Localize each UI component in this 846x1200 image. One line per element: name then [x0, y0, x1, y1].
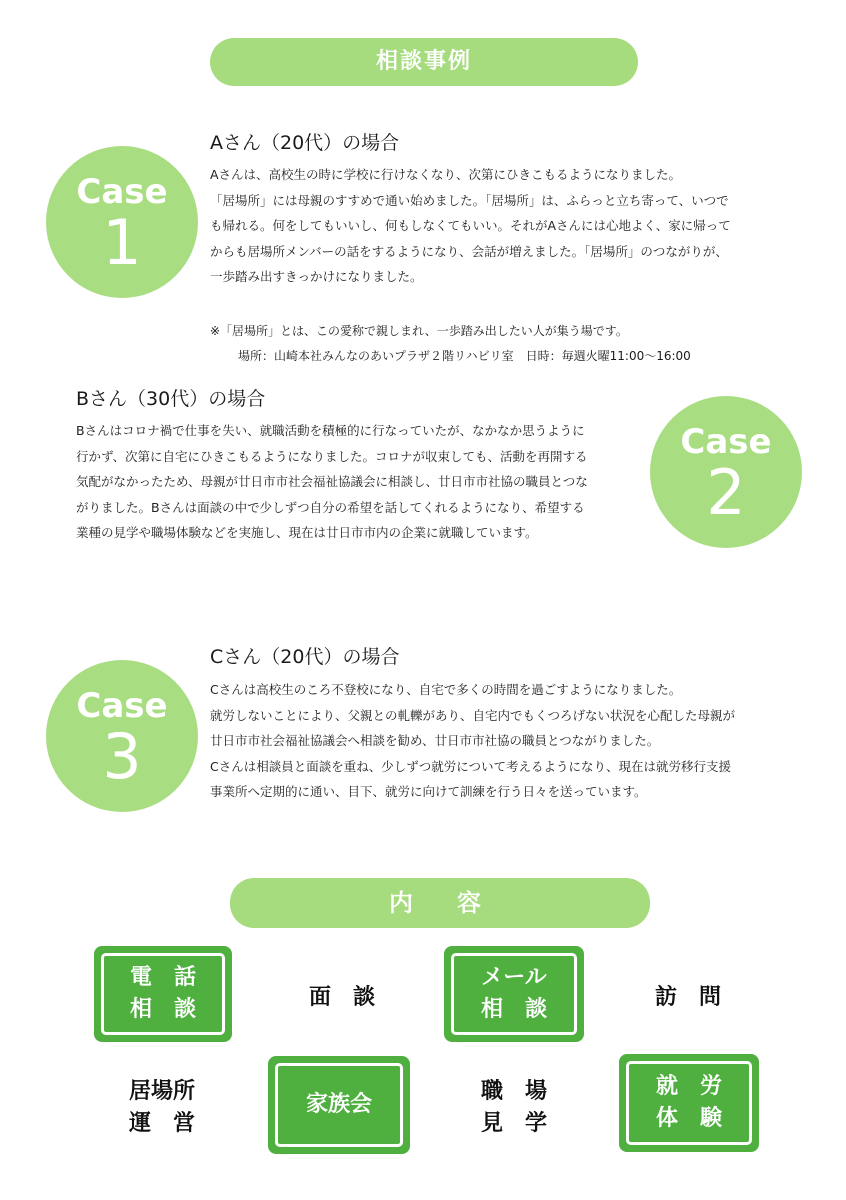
case-1-body	[210, 162, 731, 290]
case-1-line: 一歩踏み出すきっかけになりました。	[210, 269, 423, 284]
case-2-badge	[650, 396, 802, 548]
service-work-experience	[619, 1054, 759, 1152]
case-2-body	[76, 418, 588, 546]
service-label: メール 相 談	[451, 953, 577, 1035]
case-badge-number: 2	[706, 456, 746, 529]
case-3-line: Cさんは相談員と面談を重ね、少しずつ就労について考えるようになり、現在は就労移行支援	[210, 758, 731, 774]
case-3-line: 事業所へ定期的に通い、目下、就労に向けて訓練を行う日々を送っています。	[210, 784, 647, 799]
service-family-meeting	[268, 1056, 410, 1154]
case-badge-number: 1	[102, 206, 142, 279]
service-label: 電 話 相 談	[101, 953, 225, 1035]
case-1-badge	[46, 146, 198, 298]
case-badge-label: Case	[680, 422, 772, 462]
case-1-line: からも居場所メンバーの話をするようになり、会話が増えました。「居場所」のつながりが、	[210, 243, 728, 259]
case-2-line: 業種の見学や職場体験などを実施し、現在は廿日市市内の企業に就職しています。	[76, 525, 538, 540]
case-3-badge	[46, 660, 198, 812]
note-line-1: ※「居場所」とは、この愛称で親しまれ、一歩踏み出したい人が集う場です。	[210, 324, 628, 338]
case-1-title: Aさん（20代）の場合	[210, 132, 400, 154]
case-3-line: 廿日市市社会福祉協議会へ相談を勧め、廿日市市社協の職員とつながりました。	[210, 733, 660, 748]
case-1-line: 「居場所」には母親のすすめで通い始めました。「居場所」は、ふらっと立ち寄って、いつで	[210, 192, 729, 208]
case-3-line: 就労しないことにより、父親との軋轢があり、自宅内でもくつろげない状況を心配した母親が	[210, 707, 736, 723]
service-label: 家族会	[275, 1063, 403, 1147]
case-3-title: Cさん（20代）の場合	[210, 646, 400, 668]
service-ibasho-operation: 居場所 運 営	[128, 1079, 195, 1136]
case-1-line: Aさんは、高校生の時に学校に行けなくなり、次第にひきこもるようになりました。	[210, 167, 682, 182]
section-header-contents: 内 容	[230, 878, 650, 928]
case-badge-number: 3	[102, 720, 142, 793]
service-phone-consultation	[94, 946, 232, 1042]
case-2-line: 行かず、次第に自宅にひきこもるようになりました。コロナが収束しても、活動を再開する	[76, 448, 588, 464]
service-interview: 面 談	[308, 985, 375, 1010]
case-badge-label: Case	[76, 172, 168, 212]
case-2-title: Bさん（30代）の場合	[76, 388, 266, 410]
case-1-line: も帰れる。何をしてもいいし、何もしなくてもいい。それがAさんには心地よく、家に帰って	[210, 218, 731, 233]
service-mail-consultation	[444, 946, 584, 1042]
service-label: 就 労 体 験	[626, 1061, 752, 1145]
service-workplace-tour: 職 場 見 学	[480, 1079, 547, 1136]
case-3-line: Cさんは高校生のころ不登校になり、自宅で多くの時間を過ごすようになりました。	[210, 682, 682, 697]
section-header-consultation-cases: 相談事例	[210, 38, 638, 86]
case-2-line: Bさんはコロナ禍で仕事を失い、就職活動を積極的に行なっていたが、なかなか思うように	[76, 423, 585, 438]
case-badge-label: Case	[76, 686, 168, 726]
case-3-body	[210, 677, 735, 805]
note-line-2: 場所：山崎本社みんなのあいプラザ２階リハビリ室 日時：毎週火曜11:00～16:00	[238, 349, 691, 363]
service-home-visit: 訪 問	[654, 985, 721, 1010]
case-2-line: がりました。Bさんは面談の中で少しずつ自分の希望を話してくれるようになり、希望する	[76, 499, 585, 515]
case-2-line: 気配がなかったため、母親が廿日市市社会福祉協議会に相談し、廿日市市社協の職員とつな	[76, 474, 588, 489]
ibasho-note	[210, 319, 691, 369]
